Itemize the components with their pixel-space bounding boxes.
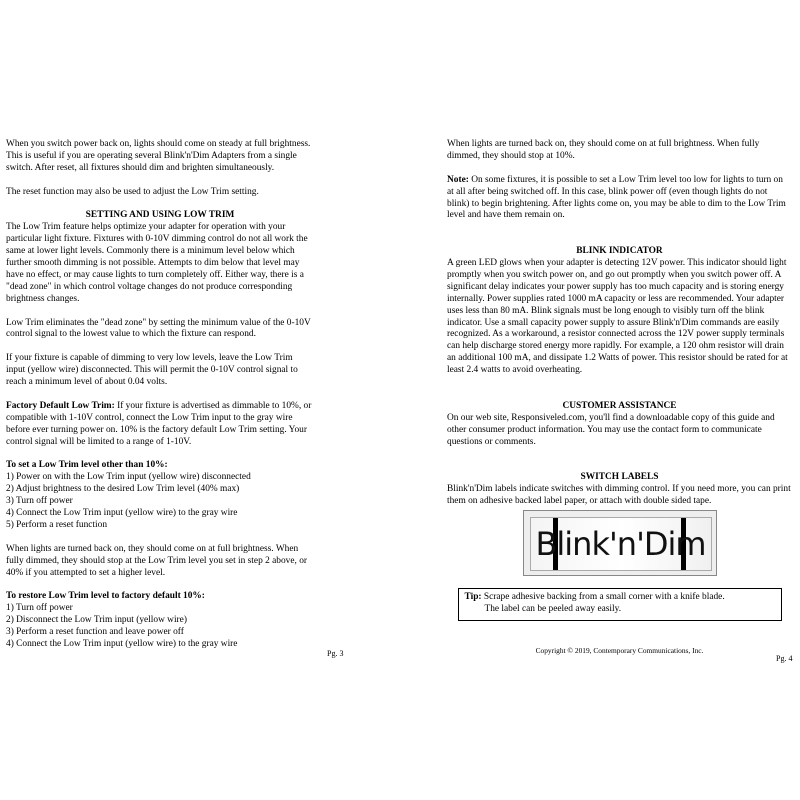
customer-assistance-paragraph: On our web site, Responsiveled.com, you'll find a downloadable copy of this guide and other consumer product information. You may use the contact form to communicate questions or comments. [447, 412, 775, 447]
list-item: 5) Perform a reset function [6, 519, 108, 530]
note-text: On some fixtures, it is possible to set a Low Trim level too low for lights to turn on at all after being switched off. In this case, blink power off (even though lights do not blink) to begin brightening. After lights come on, you may be able to dim to the Low Trim level and have them remain on. [447, 174, 786, 221]
list-item: 4) Connect the Low Trim input (yellow wire) to the gray wire [6, 638, 238, 649]
dead-zone-paragraph: Low Trim eliminates the "dead zone" by setting the minimum value of the 0-10V control signal to the lowest value to which the fixture can respond. [6, 317, 311, 340]
blink-indicator-paragraph: A green LED glows when your adapter is detecting 12V power. This indicator should light promptly when you switch power on, and go out promptly when you switch power off. A significant delay indicates your power supply has too much capacity and is storing energy internally. Power supplies rated 1000 mA capacity or less are recommended. Your adapter uses less than 80 mA. Blink signals must be long enough to visibly turn off the blink indicator. Use a small capacity power supply to assure Blink'n'Dim commands are easily recognized. As a workaround, a resistor connected across the 12V power supply terminals can help discharge stored energy more rapidly. For example, a 120 ohm resistor will drain an additional 100 mA, and dissipate 1.2 Watts of power. This resistor should be rated for at least 2.4 watts to avoid overheating. [447, 258, 788, 376]
tip-line [465, 592, 775, 604]
list-item: 3) Perform a reset function and leave power off [6, 627, 184, 638]
logo-text: Blink'n'Dim [535, 524, 706, 563]
page-number: Pg. 3 [327, 649, 344, 658]
factory-default-text: If your fixture is advertised as dimmable to 10%, or compatible with 1-10V control, connect the Low Trim input to the gray wire before ever turning power on. 10% is the factory default Low Trim setting. Your control signal will be limited to a range of 1-10V. [6, 400, 312, 447]
set-trim-steps [6, 472, 314, 532]
page-4-text [447, 139, 792, 657]
list-item: 2) Adjust brightness to the desired Low Trim level (40% max) [6, 484, 240, 495]
list-item: 3) Turn off power [6, 496, 73, 507]
page-3-text [6, 139, 314, 663]
label-card [530, 517, 712, 571]
note-label: Note: [447, 174, 469, 185]
customer-assistance-heading: CUSTOMER ASSISTANCE [562, 400, 677, 411]
tip-text: Scrape adhesive backing from a small corner with a knife blade. [481, 591, 725, 602]
lights-on-paragraph: When lights are turned back on, they should come on at full brightness. When fully dimmed, they should stop at 10%. [447, 139, 760, 161]
switch-labels-heading: SWITCH LABELS [580, 472, 659, 483]
list-item: 1) Turn off power [6, 603, 73, 614]
low-trim-heading: SETTING AND USING LOW TRIM [85, 210, 235, 221]
factory-default-paragraph [6, 401, 314, 449]
factory-default-label: Factory Default Low Trim: [6, 400, 115, 411]
blink-n-dim-label-image [523, 510, 717, 576]
list-item: 4) Connect the Low Trim input (yellow wire) to the gray wire [6, 508, 238, 518]
reset-trim-paragraph: The reset function may also be used to adjust the Low Trim setting. [6, 186, 259, 197]
list-item: 2) Disconnect the Low Trim input (yellow wire) [6, 615, 187, 626]
copyright: Copyright © 2019, Contemporary Communications, Inc. [535, 645, 704, 655]
reset-paragraph: When you switch power back on, lights should come on steady at full brightness. This is useful if you are operating several Blink'n'Dim Adapters from a single switch. After reset, all fixtures should dim and brighten simultaneously. [6, 139, 311, 173]
restore-trim-steps [6, 603, 314, 651]
blink-indicator-heading: BLINK INDICATOR [576, 246, 663, 257]
switch-labels-paragraph: Blink'n'Dim labels indicate switches with dimming control. If you need more, you can print them on adhesive backed label paper, or attach with double sided tape. [447, 484, 791, 507]
tip-line-2: The label can be peeled away easily. [484, 603, 622, 614]
page-4 [400, 0, 800, 800]
lights-on-paragraph: When lights are turned back on, they should come on at full brightness. When fully dimmed, they should stop at the Low Trim level you set in step 2 above, or 40% if you attempted to set a higher level. [6, 543, 308, 578]
low-trim-intro: The Low Trim feature helps optimize your adapter for operation with your particular light fixture. Fixtures with 0-10V dimming control do not all work the same at lower light levels. Commonly there is a minimum level below which further smooth dimming is not possible. Attempts to dim below that level may have no effect, or may cause lights to turn completely off. Either way, there is a "dead zone" in which control voltage changes do not produce corresponding brightness changes. [6, 222, 308, 304]
tip-box [458, 588, 782, 621]
tip-label: Tip: [464, 591, 482, 602]
restore-trim-heading: To restore Low Trim level to factory default 10%: [6, 591, 205, 602]
page-number: Pg. 4 [776, 654, 793, 663]
disconnected-paragraph: If your fixture is capable of dimming to very low levels, leave the Low Trim input (yellow wire) disconnected. This will permit the 0-10V control signal to reach a minimum level of about 0.04 volts. [6, 353, 298, 388]
note-paragraph [447, 175, 792, 223]
set-trim-heading: To set a Low Trim level other than 10%: [6, 460, 168, 471]
list-item: 1) Power on with the Low Trim input (yellow wire) disconnected [6, 472, 251, 483]
